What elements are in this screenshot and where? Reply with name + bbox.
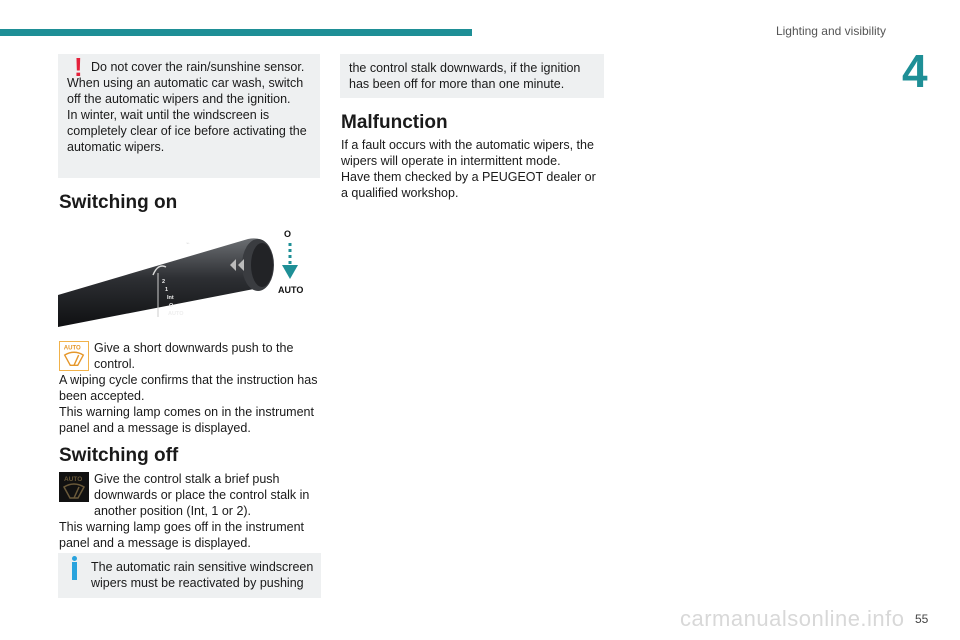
- warning-text: [67, 52, 313, 155]
- switching-off-instruction: Give the control stalk a brief push downwards or place the control stalk in another position (Int, 1 or 2).: [94, 472, 310, 518]
- warning-line: When using an automatic car wash, switch off the automatic wipers and the ignition.: [67, 76, 304, 106]
- stalk-label-1: 1: [165, 287, 169, 293]
- paragraph: A wiping cycle confirms that the instruction has been accepted.: [59, 373, 318, 403]
- section-title: Lighting and visibility: [775, 24, 886, 38]
- warning-line: Do not cover the rain/sunshine sensor.: [91, 60, 305, 74]
- malfunction-text: [341, 137, 603, 201]
- heading-switching-off: Switching off: [59, 445, 179, 466]
- info-icon-stem: [72, 562, 77, 580]
- warning-box: [58, 54, 320, 178]
- heading-malfunction: Malfunction: [341, 112, 448, 133]
- svg-text:AUTO: AUTO: [63, 345, 81, 352]
- switching-on-text: [59, 340, 321, 436]
- note-box: [340, 54, 604, 98]
- stalk-label-auto: AUTO: [168, 311, 184, 317]
- paragraph: This warning lamp comes on in the instrument panel and a message is displayed.: [59, 405, 314, 435]
- info-text: The automatic rain sensitive windscreen wipers must be reactivated by pushing: [91, 560, 314, 590]
- switching-off-text: [59, 471, 321, 551]
- paragraph: This warning lamp goes off in the instrument panel and a message is displayed.: [59, 520, 305, 550]
- stalk-label-2: 2: [162, 279, 166, 285]
- heading-switching-on: Switching on: [59, 192, 178, 213]
- arrow-label-auto: AUTO: [278, 285, 304, 295]
- switching-on-instruction: Give a short downwards push to the control.: [94, 341, 294, 371]
- stalk-label-int: Int: [167, 295, 174, 301]
- stalk-label-o: O: [169, 303, 174, 309]
- exclamation-warning-icon: !: [74, 52, 83, 82]
- watermark: carmanualsonline.info: [680, 606, 905, 631]
- info-icon: [72, 556, 77, 561]
- wiper-stalk-illustration: [58, 223, 320, 327]
- info-box: [58, 553, 321, 598]
- chapter-number: 4: [902, 45, 928, 97]
- warning-line: In winter, wait until the windscreen is completely clear of ice before activating the automatic wipers.: [67, 108, 307, 154]
- svg-text:⌁: ⌁: [186, 241, 190, 247]
- paragraph: If a fault occurs with the automatic wipers, the wipers will operate in intermittent mode.: [341, 138, 594, 168]
- down-arrow-icon: [282, 265, 298, 279]
- note-text: the control stalk downwards, if the ignition has been off for more than one minute.: [349, 61, 581, 91]
- arrow-label-o: O: [284, 229, 292, 239]
- paragraph: Have them checked by a PEUGEOT dealer or a qualified workshop.: [341, 170, 596, 200]
- page-number: 55: [915, 612, 929, 626]
- svg-text:AUTO: AUTO: [64, 476, 83, 483]
- header-accent-bar: [0, 29, 472, 36]
